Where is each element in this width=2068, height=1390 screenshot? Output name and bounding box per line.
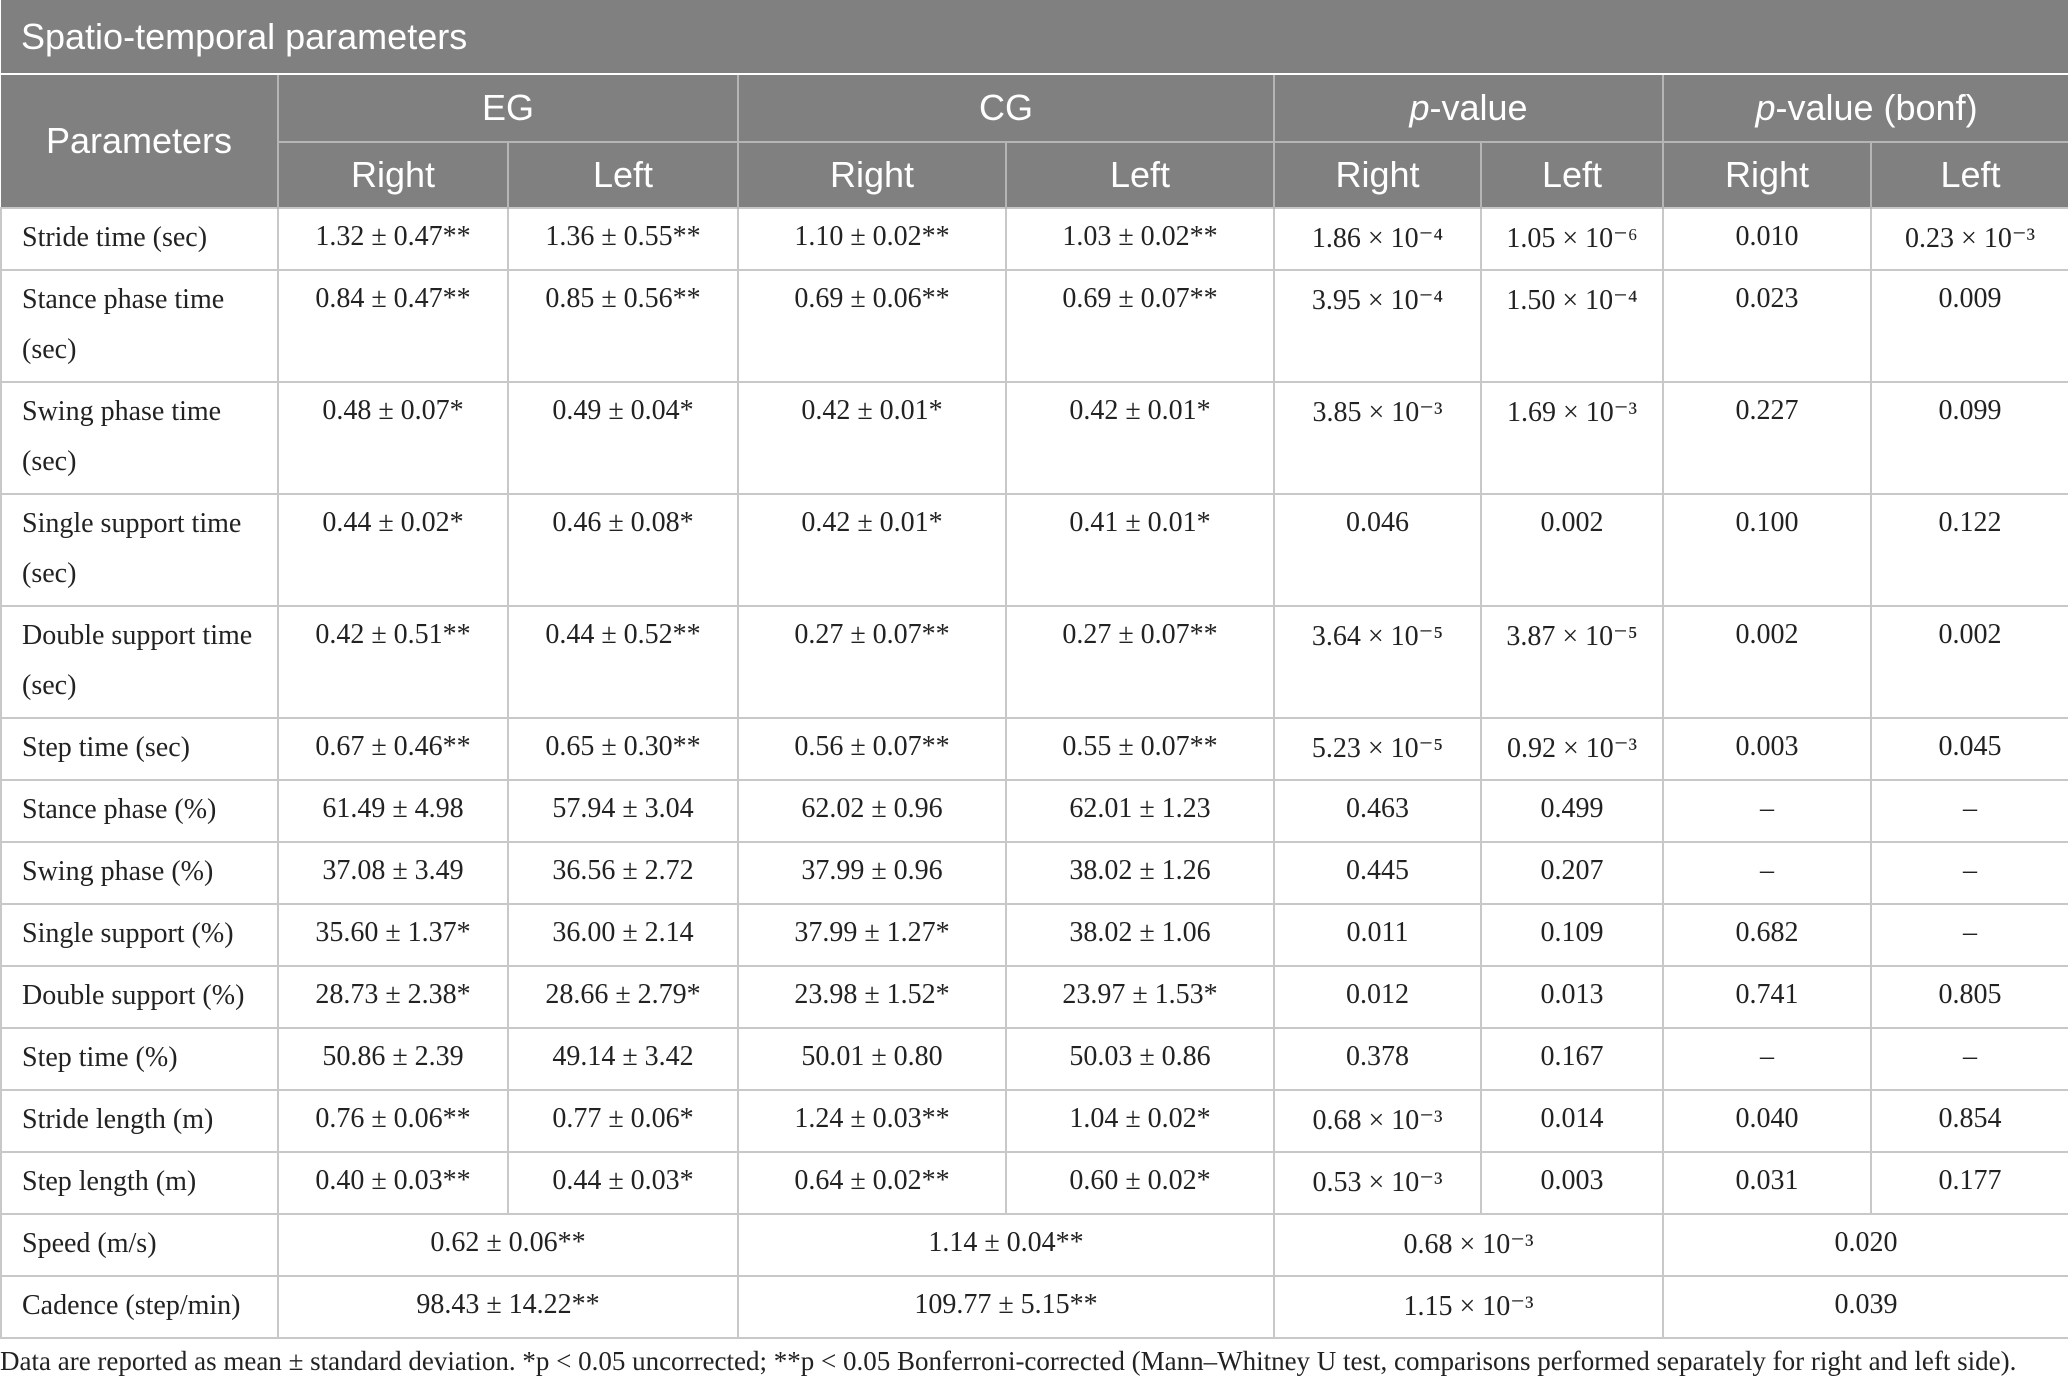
cg-right-cell: 0.56 ± 0.07**: [738, 718, 1006, 780]
param-cell: Step time (sec): [1, 718, 278, 780]
cg-merged-cell: 109.77 ± 5.15**: [738, 1276, 1274, 1338]
p-right-cell: 0.445: [1274, 842, 1481, 904]
header-eg-right: Right: [278, 142, 508, 208]
cg-left-cell: 0.60 ± 0.02*: [1006, 1152, 1274, 1214]
cg-right-cell: 0.42 ± 0.01*: [738, 382, 1006, 494]
p-left-cell: 1.05 × 10⁻⁶: [1481, 208, 1663, 270]
eg-merged-cell: 98.43 ± 14.22**: [278, 1276, 738, 1338]
param-cell: Step time (%): [1, 1028, 278, 1090]
param-cell: Step length (m): [1, 1152, 278, 1214]
header-pbonf-italic: p: [1755, 87, 1776, 128]
p-left-cell: 0.167: [1481, 1028, 1663, 1090]
eg-left-cell: 1.36 ± 0.55**: [508, 208, 738, 270]
cg-right-cell: 62.02 ± 0.96: [738, 780, 1006, 842]
eg-left-cell: 49.14 ± 3.42: [508, 1028, 738, 1090]
header-parameters: Parameters: [1, 74, 278, 208]
bonf-left-cell: 0.009: [1871, 270, 2068, 382]
table-row: [1, 842, 2068, 904]
table-footnote: Data are reported as mean ± standard deviation. *p < 0.05 uncorrected; **p < 0.05 Bonferroni-corrected (Mann–Whitney U test, comparisons performed separately for right and left side).: [0, 1346, 2017, 1376]
p-right-cell: 0.011: [1274, 904, 1481, 966]
param-cell: Double support time (sec): [1, 606, 278, 718]
p-right-cell: 1.86 × 10⁻⁴: [1274, 208, 1481, 270]
cg-left-cell: 23.97 ± 1.53*: [1006, 966, 1274, 1028]
bonf-left-cell: 0.854: [1871, 1090, 2068, 1152]
cg-left-cell: 0.42 ± 0.01*: [1006, 382, 1274, 494]
bonf-right-cell: 0.227: [1663, 382, 1871, 494]
table-caption: Spatio-temporal parameters: [1, 0, 2068, 74]
cg-left-cell: 38.02 ± 1.06: [1006, 904, 1274, 966]
table-row-merged: [1, 1214, 2068, 1276]
bonf-merged-cell: 0.020: [1663, 1214, 2068, 1276]
cg-right-cell: 37.99 ± 1.27*: [738, 904, 1006, 966]
bonf-left-cell: 0.045: [1871, 718, 2068, 780]
header-p-left: Left: [1481, 142, 1663, 208]
table-row: [1, 718, 2068, 780]
bonf-right-cell: 0.040: [1663, 1090, 1871, 1152]
eg-left-cell: 0.44 ± 0.03*: [508, 1152, 738, 1214]
header-cg: CG: [738, 74, 1274, 142]
p-right-cell: 0.012: [1274, 966, 1481, 1028]
bonf-right-cell: 0.741: [1663, 966, 1871, 1028]
bonf-left-cell: –: [1871, 904, 2068, 966]
p-left-cell: 0.013: [1481, 966, 1663, 1028]
eg-left-cell: 36.00 ± 2.14: [508, 904, 738, 966]
table-row-merged: [1, 1276, 2068, 1338]
p-right-cell: 0.046: [1274, 494, 1481, 606]
cg-left-cell: 0.27 ± 0.07**: [1006, 606, 1274, 718]
bonf-right-cell: –: [1663, 780, 1871, 842]
bonf-left-cell: 0.099: [1871, 382, 2068, 494]
param-cell: Stance phase time (sec): [1, 270, 278, 382]
p-left-cell: 1.69 × 10⁻³: [1481, 382, 1663, 494]
eg-left-cell: 0.65 ± 0.30**: [508, 718, 738, 780]
bonf-left-cell: 0.805: [1871, 966, 2068, 1028]
p-right-cell: 3.85 × 10⁻³: [1274, 382, 1481, 494]
param-cell: Double support (%): [1, 966, 278, 1028]
param-cell: Swing phase time (sec): [1, 382, 278, 494]
table-row: [1, 606, 2068, 718]
cg-right-cell: 23.98 ± 1.52*: [738, 966, 1006, 1028]
table-row: [1, 1152, 2068, 1214]
table-row: [1, 494, 2068, 606]
header-p-italic: p: [1409, 87, 1430, 128]
p-left-cell: 0.499: [1481, 780, 1663, 842]
p-left-cell: 0.207: [1481, 842, 1663, 904]
eg-right-cell: 0.84 ± 0.47**: [278, 270, 508, 382]
cg-left-cell: 0.41 ± 0.01*: [1006, 494, 1274, 606]
bonf-right-cell: 0.023: [1663, 270, 1871, 382]
eg-merged-cell: 0.62 ± 0.06**: [278, 1214, 738, 1276]
table-row: [1, 780, 2068, 842]
header-eg: EG: [278, 74, 738, 142]
cg-right-cell: 1.24 ± 0.03**: [738, 1090, 1006, 1152]
param-cell: Swing phase (%): [1, 842, 278, 904]
bonf-right-cell: 0.100: [1663, 494, 1871, 606]
p-right-cell: 3.64 × 10⁻⁵: [1274, 606, 1481, 718]
eg-right-cell: 37.08 ± 3.49: [278, 842, 508, 904]
p-right-cell: 0.53 × 10⁻³: [1274, 1152, 1481, 1214]
bonf-right-cell: 0.682: [1663, 904, 1871, 966]
header-pbonf-rest: -value (bonf): [1775, 87, 1978, 128]
p-merged-cell: 0.68 × 10⁻³: [1274, 1214, 1663, 1276]
param-cell: Single support (%): [1, 904, 278, 966]
table-row: [1, 270, 2068, 382]
eg-left-cell: 36.56 ± 2.72: [508, 842, 738, 904]
bonf-left-cell: –: [1871, 842, 2068, 904]
cg-left-cell: 1.03 ± 0.02**: [1006, 208, 1274, 270]
eg-right-cell: 61.49 ± 4.98: [278, 780, 508, 842]
eg-right-cell: 1.32 ± 0.47**: [278, 208, 508, 270]
cg-left-cell: 0.55 ± 0.07**: [1006, 718, 1274, 780]
table-row: [1, 382, 2068, 494]
header-p-value: [1274, 74, 1663, 142]
bonf-left-cell: 0.002: [1871, 606, 2068, 718]
bonf-left-cell: 0.122: [1871, 494, 2068, 606]
eg-left-cell: 0.85 ± 0.56**: [508, 270, 738, 382]
cg-right-cell: 0.42 ± 0.01*: [738, 494, 1006, 606]
param-cell: Stance phase (%): [1, 780, 278, 842]
eg-left-cell: 28.66 ± 2.79*: [508, 966, 738, 1028]
eg-right-cell: 0.76 ± 0.06**: [278, 1090, 508, 1152]
header-p-value-bonf: [1663, 74, 2068, 142]
p-left-cell: 3.87 × 10⁻⁵: [1481, 606, 1663, 718]
param-cell: Stride length (m): [1, 1090, 278, 1152]
header-eg-left: Left: [508, 142, 738, 208]
header-bonf-right: Right: [1663, 142, 1871, 208]
cg-left-cell: 0.69 ± 0.07**: [1006, 270, 1274, 382]
eg-left-cell: 0.44 ± 0.52**: [508, 606, 738, 718]
bonf-left-cell: 0.177: [1871, 1152, 2068, 1214]
cg-left-cell: 38.02 ± 1.26: [1006, 842, 1274, 904]
bonf-left-cell: –: [1871, 1028, 2068, 1090]
header-cg-left: Left: [1006, 142, 1274, 208]
cg-right-cell: 1.10 ± 0.02**: [738, 208, 1006, 270]
eg-right-cell: 0.40 ± 0.03**: [278, 1152, 508, 1214]
p-right-cell: 0.378: [1274, 1028, 1481, 1090]
eg-left-cell: 0.77 ± 0.06*: [508, 1090, 738, 1152]
eg-right-cell: 0.44 ± 0.02*: [278, 494, 508, 606]
header-bonf-left: Left: [1871, 142, 2068, 208]
eg-right-cell: 50.86 ± 2.39: [278, 1028, 508, 1090]
p-right-cell: 5.23 × 10⁻⁵: [1274, 718, 1481, 780]
bonf-left-cell: –: [1871, 780, 2068, 842]
eg-right-cell: 0.42 ± 0.51**: [278, 606, 508, 718]
cg-right-cell: 0.64 ± 0.02**: [738, 1152, 1006, 1214]
cg-right-cell: 0.27 ± 0.07**: [738, 606, 1006, 718]
param-cell: Cadence (step/min): [1, 1276, 278, 1338]
eg-right-cell: 0.48 ± 0.07*: [278, 382, 508, 494]
cg-left-cell: 50.03 ± 0.86: [1006, 1028, 1274, 1090]
cg-right-cell: 37.99 ± 0.96: [738, 842, 1006, 904]
header-cg-right: Right: [738, 142, 1006, 208]
table-row: [1, 904, 2068, 966]
bonf-right-cell: 0.031: [1663, 1152, 1871, 1214]
bonf-left-cell: 0.23 × 10⁻³: [1871, 208, 2068, 270]
param-cell: Speed (m/s): [1, 1214, 278, 1276]
p-left-cell: 0.014: [1481, 1090, 1663, 1152]
cg-merged-cell: 1.14 ± 0.04**: [738, 1214, 1274, 1276]
bonf-merged-cell: 0.039: [1663, 1276, 2068, 1338]
cg-right-cell: 0.69 ± 0.06**: [738, 270, 1006, 382]
bonf-right-cell: 0.003: [1663, 718, 1871, 780]
header-p-rest: -value: [1429, 87, 1528, 128]
table-row: [1, 1028, 2068, 1090]
p-left-cell: 0.002: [1481, 494, 1663, 606]
eg-left-cell: 57.94 ± 3.04: [508, 780, 738, 842]
p-left-cell: 0.92 × 10⁻³: [1481, 718, 1663, 780]
eg-right-cell: 35.60 ± 1.37*: [278, 904, 508, 966]
table-row: [1, 1090, 2068, 1152]
table-row: [1, 208, 2068, 270]
param-cell: Single support time (sec): [1, 494, 278, 606]
p-left-cell: 1.50 × 10⁻⁴: [1481, 270, 1663, 382]
param-cell: Stride time (sec): [1, 208, 278, 270]
table-row: [1, 966, 2068, 1028]
cg-left-cell: 62.01 ± 1.23: [1006, 780, 1274, 842]
bonf-right-cell: –: [1663, 1028, 1871, 1090]
p-merged-cell: 1.15 × 10⁻³: [1274, 1276, 1663, 1338]
p-right-cell: 0.68 × 10⁻³: [1274, 1090, 1481, 1152]
cg-right-cell: 50.01 ± 0.80: [738, 1028, 1006, 1090]
bonf-right-cell: 0.002: [1663, 606, 1871, 718]
eg-right-cell: 0.67 ± 0.46**: [278, 718, 508, 780]
p-left-cell: 0.109: [1481, 904, 1663, 966]
header-p-right: Right: [1274, 142, 1481, 208]
eg-left-cell: 0.49 ± 0.04*: [508, 382, 738, 494]
cg-left-cell: 1.04 ± 0.02*: [1006, 1090, 1274, 1152]
bonf-right-cell: –: [1663, 842, 1871, 904]
p-left-cell: 0.003: [1481, 1152, 1663, 1214]
bonf-right-cell: 0.010: [1663, 208, 1871, 270]
p-right-cell: 3.95 × 10⁻⁴: [1274, 270, 1481, 382]
eg-right-cell: 28.73 ± 2.38*: [278, 966, 508, 1028]
eg-left-cell: 0.46 ± 0.08*: [508, 494, 738, 606]
p-right-cell: 0.463: [1274, 780, 1481, 842]
